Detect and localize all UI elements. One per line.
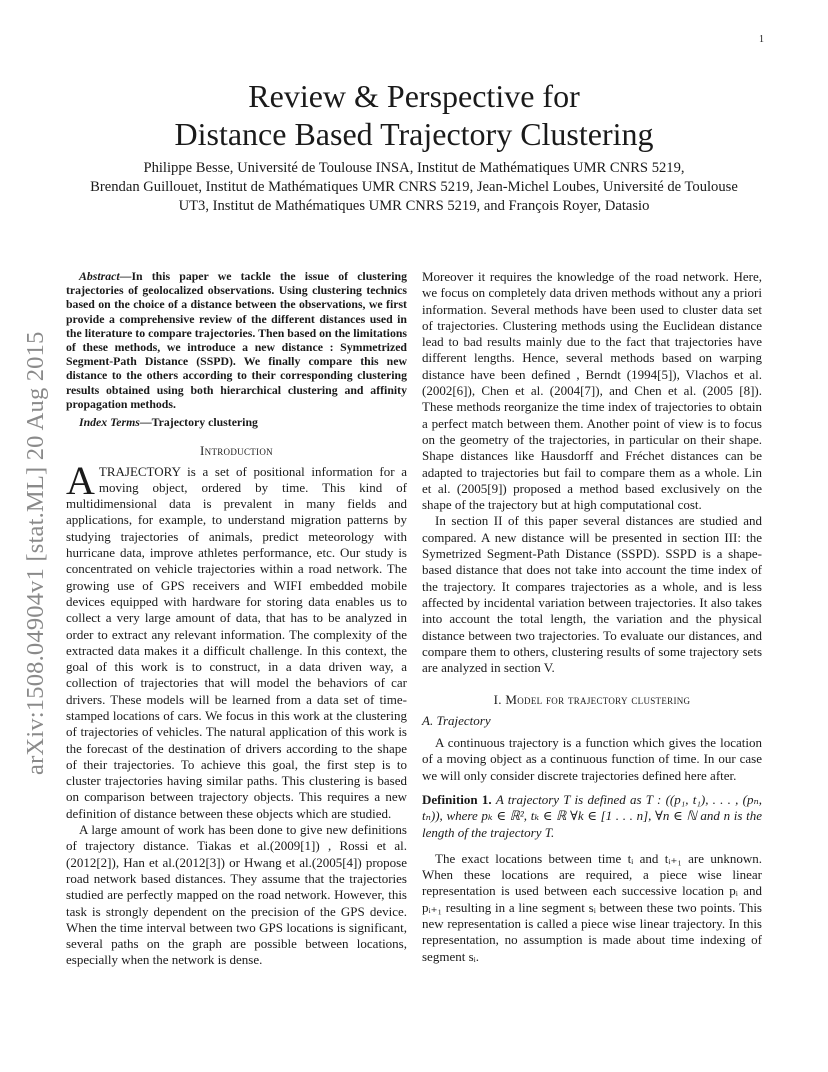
subsection-a-heading: A. Trajectory xyxy=(422,712,491,728)
index-terms-text: —Trajectory clustering xyxy=(139,415,258,430)
abstract-text: —In this paper we tackle the issue of clustering trajectories of geolocalized observations. Using clustering technics based on the choice of a distance between the observations, we first provide a comprehensive review of the different distances used in the literature to compare trajectories. Then based on the limitations of these methods, we introduce a new distance : Symmetrized Segment-Path Distance (SSPD). We finally compare this new distance to the others according to their corresponding clustering results obtained using both hierarchical clustering and affinity propagation methods. xyxy=(66,269,407,411)
authors-line-3: UT3, Institut de Mathématiques UMR CNRS 5219, and François Royer, Datasio xyxy=(178,198,650,214)
intro-paragraph-1 xyxy=(66,457,407,823)
paper-title xyxy=(0,77,828,153)
abstract-label: Abstract xyxy=(79,269,120,283)
intro-paragraph-1-text: TRAJECTORY is a set of positional information for a moving object, ordered by time. This kind of multidimensional data is prevalent in many fields and applications, for example, to understand migration patterns by studying trajectories of animals, predict meteorology with hurricane data, improve athletes performance, etc. Our study is concentrated on vehicle trajectories within a road network. The growing use of GPS receivers and WIFI embedded mobile devices equipped with hardware for storing data enables us to collect a very large amount of data, that has to be analyzed in order to extract any relevant information. The complexity of the extracted data makes it a difficult challenge. In this context, the goal of this work is to construct, in a data driven way, a collection of trajectories that will model the behaviors of car drivers. These models will be learned from a data set of time-stamped locations of cars. We focus in this work at the clustering of trajectories of vehicles. The natural application of this work is the forecast of the destination of drivers according to the shape of their trajectories. To achieve this goal, the first step is to cluster trajectories having similar paths. This clustering is based on comparison between trajectory objects. This requires a new definition of distance between these objects which are studied. xyxy=(66,463,407,821)
title-line-2: Distance Based Trajectory Clustering xyxy=(174,116,654,152)
abstract xyxy=(66,269,407,411)
spacer xyxy=(422,841,762,851)
section-1-heading: I. Model for trajectory clustering xyxy=(493,692,691,708)
index-terms xyxy=(66,415,407,429)
title-line-1: Review & Perspective for xyxy=(248,78,580,114)
authors-line-1: Philippe Besse, Université de Toulouse INSA, Institut de Mathématiques UMR CNRS 5219, xyxy=(143,160,685,176)
definition-label: Definition 1. xyxy=(422,791,492,807)
definition-text: A trajectory T is defined as T : ((p₁, t₁), . . . , (pₙ, tₙ)), where pₖ ∈ ℝ², tₖ ∈ ℝ ∀k ∈ [1 . . . n], ∀n ∈ ℕ and n is the length of the trajectory T. xyxy=(422,791,762,840)
intro-paragraph-2: A large amount of work has been done to give new definitions of trajectory distance. Tiakas et al.(2009[1]) , Rossi et al. (2012[2]), Han et al.(2012[3]) or Hwang et al.(2005[4]) propose road network based distances. They assume that the trajectories studied are perfectly mapped on the road network. However, this task is strongly dependent on the precision of the GPS device. When the time interval between two GPS locations is significant, several paths on the graph are possible between locations, especially when the network is dense. xyxy=(66,822,407,968)
authors-block xyxy=(60,159,768,216)
definition-1 xyxy=(422,792,762,841)
intro-heading: Introduction xyxy=(200,443,273,459)
left-column xyxy=(66,269,407,969)
index-terms-label: Index Terms xyxy=(79,415,140,430)
page-number: 1 xyxy=(759,34,764,45)
right-paragraph-3: A continuous trajectory is a function which gives the location of a moving object as a continuous function of time. In our case we will only consider discrete trajectories defined here after. xyxy=(422,735,762,783)
arxiv-stamp: arXiv:1508.04904v1 [stat.ML] 20 Aug 2015 xyxy=(22,331,49,775)
authors-line-2: Brendan Guillouet, Institut de Mathématiques UMR CNRS 5219, Jean-Michel Loubes, Université de Toulouse xyxy=(90,179,738,195)
right-paragraph-2: In section II of this paper several distances are studied and compared. A new distance will be presented in section III: the Symetrized Segment-Path Distance (SSPD). SSPD is a shape-based distance that does not take into account the time index of the trajectory. It compares trajectories as a whole, and is less affected by incidental variation between trajectories. It also takes into account the total length, the variation and the physical distance between two trajectories. To evaluate our distances, and compare them to others, clustering results of some trajectory sets are analyzed in section V. xyxy=(422,513,762,676)
right-paragraph-4: The exact locations between time tᵢ and tᵢ₊₁ are unknown. When these locations are required, a piece wise linear representation is used between each successive location pᵢ and pᵢ₊₁ resulting in a line segment sᵢ between these two points. This new representation is called a piece wise linear trajectory. In this representation, no assumption is made about time indexing of segment sᵢ. xyxy=(422,850,762,964)
right-paragraph-1: Moreover it requires the knowledge of the road network. Here, we focus on completely data driven methods without any a priori information. Several methods have been used to cluster data set of trajectories. Clustering methods using the Euclidean distance lead to bad results mainly due to the fact that trajectories have different lengths. Hence, several methods based on warping distance have been defined , Berndt (1994[5]), Vlachos et al. (2002[6]), Chen et al. (2004[7]), and Chen et al. (2005 [8]). These methods reorganize the time index of trajectories to obtain a perfect match between them. Another point of view is to focus on the geometry of the trajectories, in particular on their shape. Shape distances like Hausdorff and Fréchet distances can be adapted to trajectories but fail to compare them as a whole. Lin et al. (2005[9]) proposed a method based exclusively on the shape of the trajectory but at high computational cost. xyxy=(422,269,762,513)
right-column xyxy=(422,269,762,965)
drop-cap: A xyxy=(66,457,95,503)
